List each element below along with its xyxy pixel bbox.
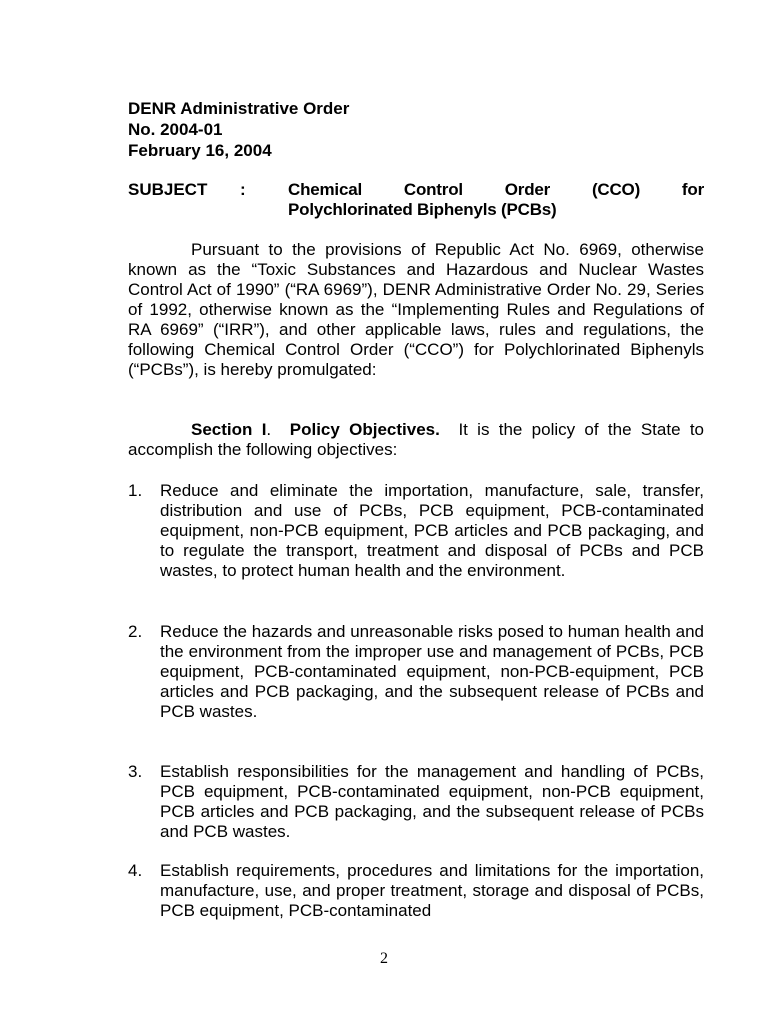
section-1-title: Policy Objectives. <box>289 420 440 439</box>
order-header <box>128 98 349 161</box>
subject-label: SUBJECT <box>128 180 208 199</box>
list-item-text: Establish requirements, procedures and limitations for the importation, manufacture, use, and proper treatment, storage and disposal of PCBs, PCB equipment, PCB-contaminated <box>160 861 704 920</box>
subject-colon: : <box>240 180 246 199</box>
page-number: 2 <box>380 950 388 967</box>
section-1-dot: . <box>266 420 272 439</box>
list-item-number: 1. <box>128 481 143 500</box>
list-item-text: Establish responsibilities for the management and handling of PCBs, PCB equipment, PCB-contaminated equipment, non-PCB equipment, PCB articles and PCB packaging, and the subsequent release of PCBs and PCB wastes. <box>160 762 704 841</box>
order-number: No. 2004-01 <box>128 120 223 139</box>
list-item-text: Reduce the hazards and unreasonable risks posed to human health and the environment from the improper use and management of PCBs, PCB equipment, PCB-contaminated equipment, non-PCB-equipment, PCB articles and PCB packaging, and the subsequent release of PCBs and PCB wastes. <box>160 622 704 721</box>
list-item-number: 3. <box>128 762 143 781</box>
section-1-paragraph <box>128 420 704 460</box>
subject-line-1: Chemical Control Order (CCO) for <box>288 180 704 199</box>
order-title: DENR Administrative Order <box>128 99 350 118</box>
subject-line-2: Polychlorinated Biphenyls (PCBs) <box>288 200 557 219</box>
order-date: February 16, 2004 <box>128 141 272 160</box>
subject-text <box>288 180 704 220</box>
list-item-number: 2. <box>128 622 143 641</box>
preamble-paragraph: Pursuant to the provisions of Republic Act No. 6969, otherwise known as the “Toxic Substances and Hazardous and Nuclear Wastes Control Act of 1990” (“RA 6969”), DENR Administrative Order No. 29, Series of 1992, otherwise known as the “Implementing Rules and Regulations of RA 6969” (“IRR”), and other applicable laws, rules and regulations, the following Chemical Control Order (“CCO”) for Polychlorinated Biphenyls (“PCBs”), is hereby promulgated: <box>128 240 704 379</box>
list-item-text: Reduce and eliminate the importation, manufacture, sale, transfer, distribution and use of PCBs, PCB equipment, PCB-contaminated equipment, non-PCB equipment, PCB articles and PCB packaging, and to regulate the transport, treatment and disposal of PCBs and PCB wastes, to protect human health and the environment. <box>160 481 704 580</box>
section-1-intro: It is the policy of the State to accomplish the following objectives: <box>128 420 704 459</box>
list-item-number: 4. <box>128 861 143 880</box>
section-1-heading: Section I <box>191 420 267 439</box>
subject-block <box>128 180 704 224</box>
